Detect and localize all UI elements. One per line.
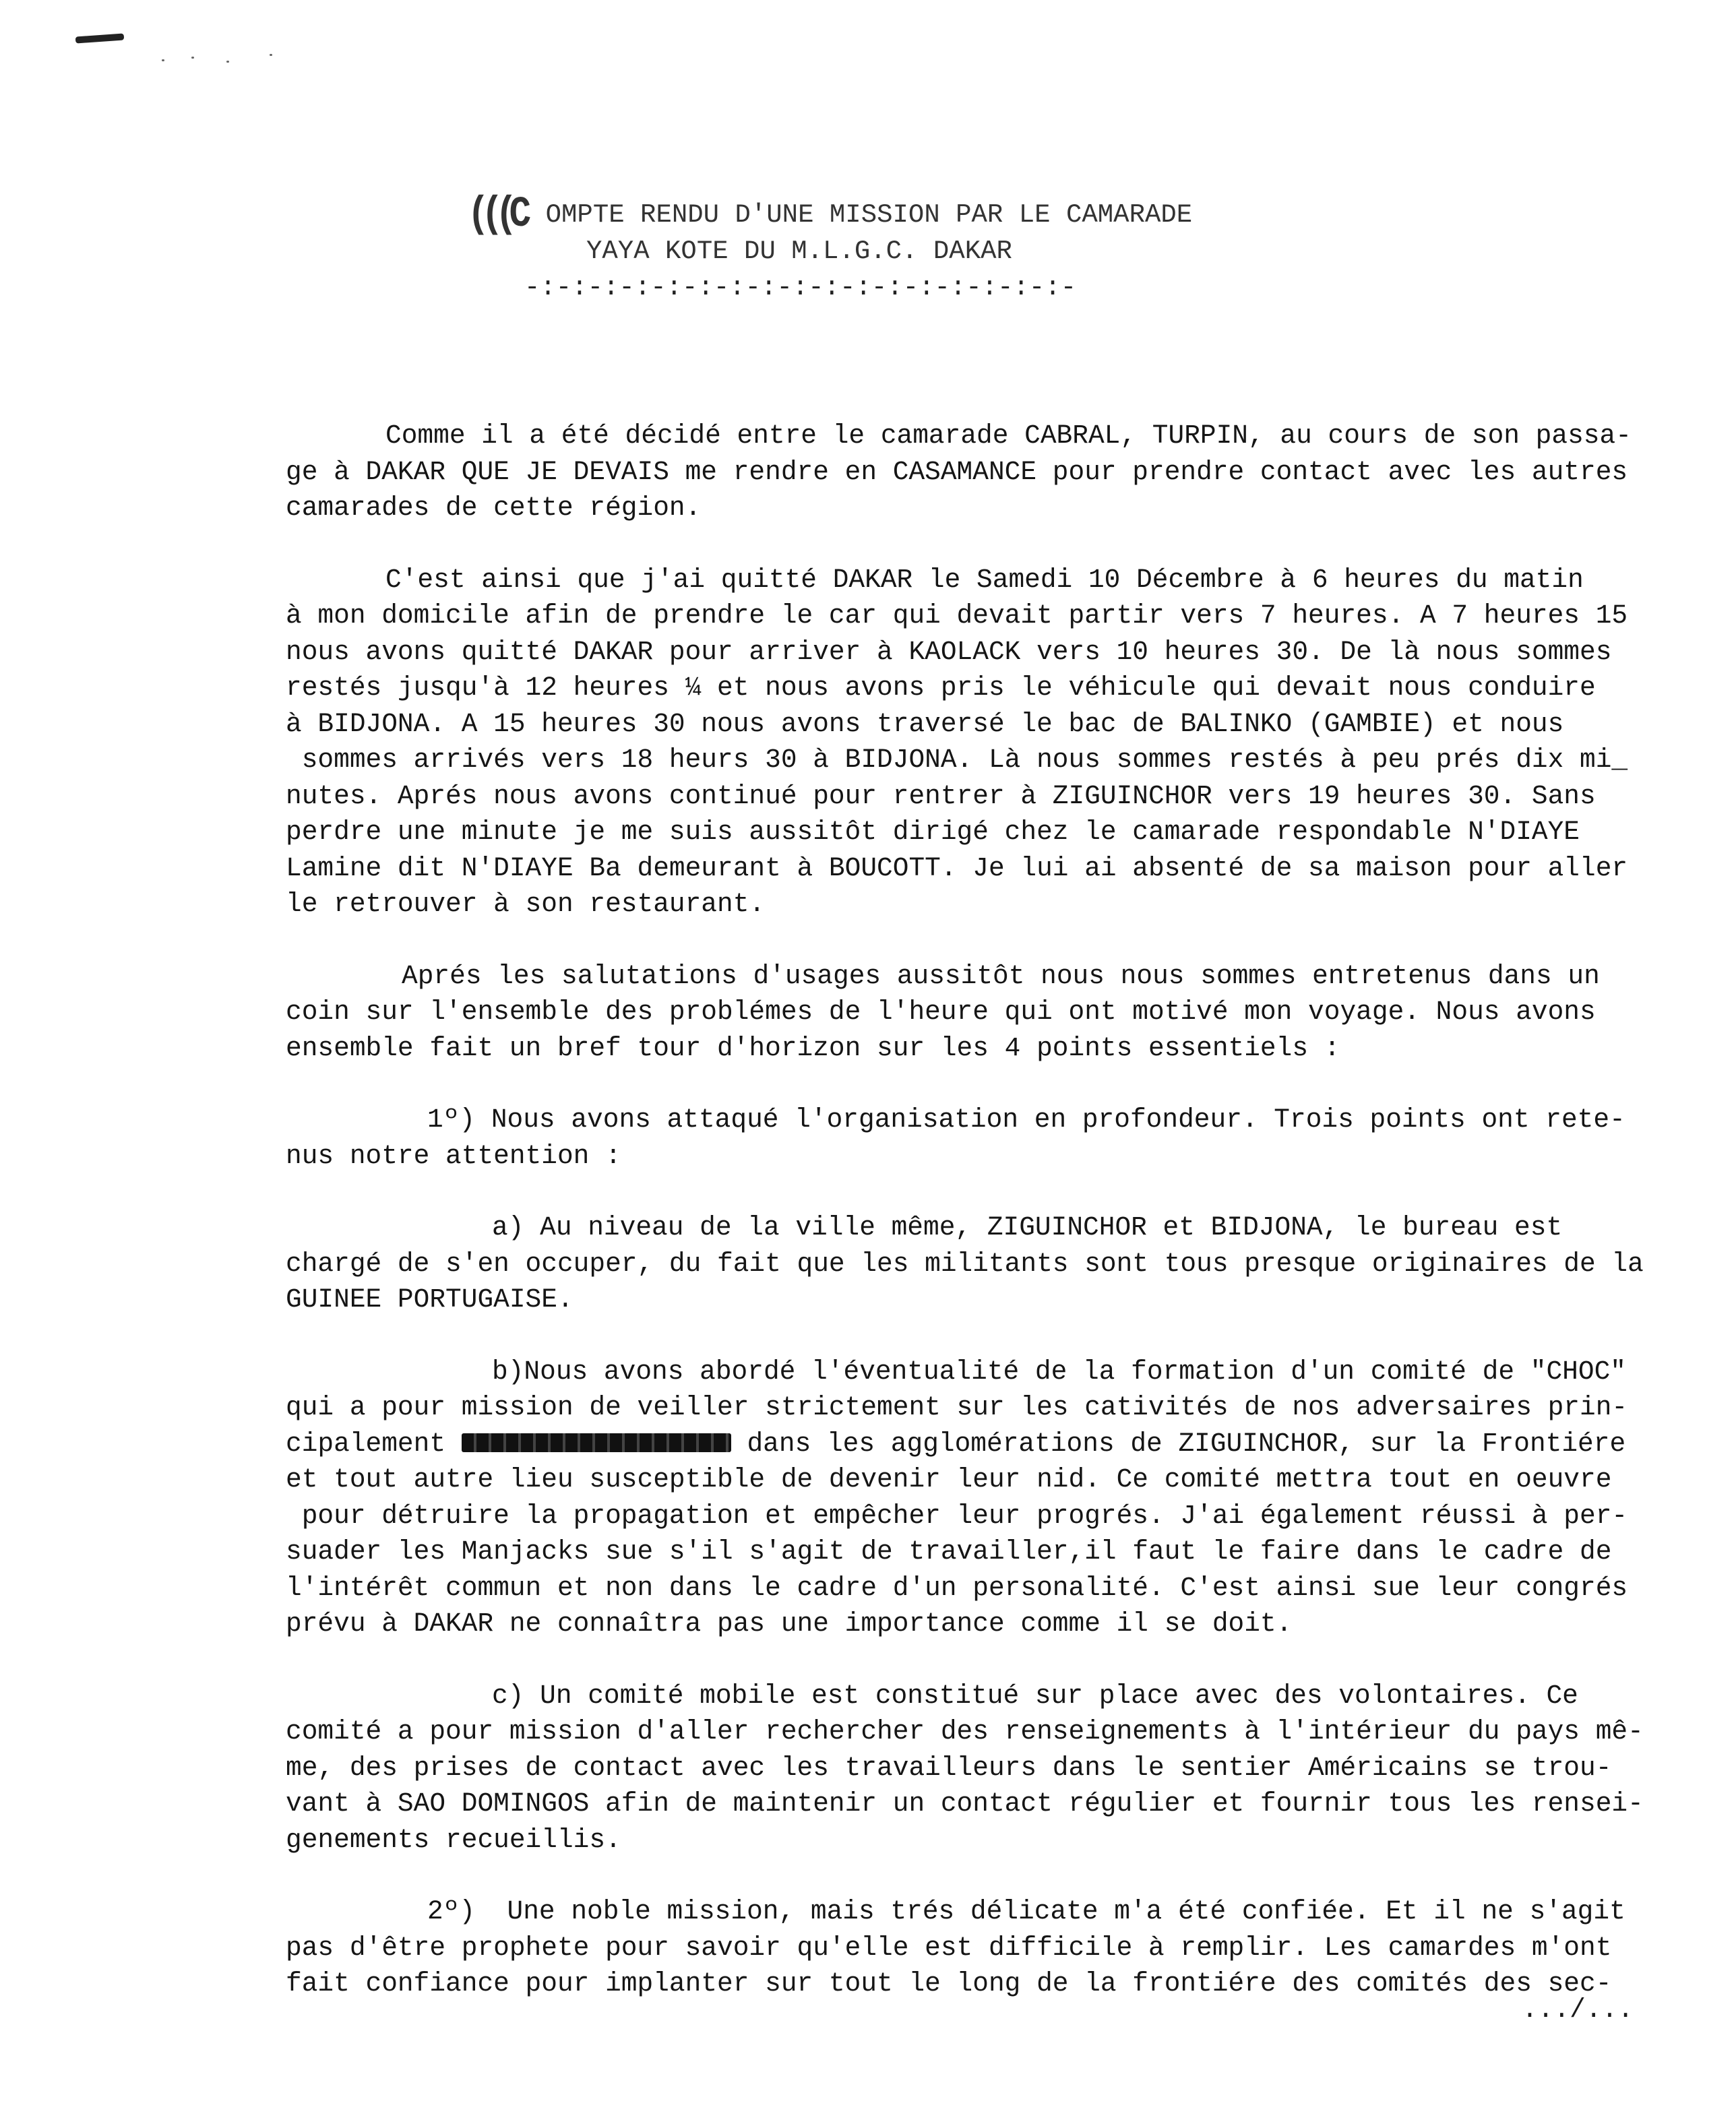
text-line: nous avons quitté DAKAR pour arriver à KAOLACK vers 10 heures 30. De là nous sommes <box>286 636 1612 667</box>
text-line: c) Un comité mobile est constitué sur place avec des volontaires. Ce <box>492 1680 1578 1711</box>
text-line: perdre une minute je me suis aussitôt dirigé chez le camarade respondable N'DIAYE <box>286 817 1580 847</box>
text-line: chargé de s'en occuper, du fait que les militants sont tous presque originaires de la <box>286 1248 1644 1279</box>
text-line: à BIDJONA. A 15 heures 30 nous avons traversé le bac de BALINKO (GAMBIE) et nous <box>286 708 1564 739</box>
paragraph-point-1b <box>286 1354 1654 1642</box>
header-title-line-2: YAYA KOTE DU M.L.G.C. DAKAR <box>586 237 1012 266</box>
text-line: le retrouver à son restaurant. <box>286 889 766 919</box>
continuation-mark: .../... <box>1522 1995 1634 2025</box>
text-line: GUINEE PORTUGAISE. <box>286 1284 574 1315</box>
text-line: comité a pour mission d'aller rechercher des renseignements à l'intérieur du pays mê- <box>286 1716 1644 1747</box>
text-line: suader les Manjacks sue s'il s'agit de travailler,il faut le faire dans le cadre de <box>286 1536 1612 1567</box>
redaction-mark <box>462 1433 731 1452</box>
text-line: pour détruire la propagation et empêcher leur progrés. J'ai également réussi à per- <box>286 1500 1628 1531</box>
header-title-line-1: (((C OMPTE RENDU D'UNE MISSION PAR LE CAMARADE <box>467 191 1193 239</box>
text-line: Lamine dit N'DIAYE Ba demeurant à BOUCOTT. Je lui ai absenté de sa maison pour aller <box>286 852 1628 883</box>
paragraph-1 <box>286 418 1654 526</box>
header-divider: -:-:-:-:-:-:-:-:-:-:-:-:-:-:-:-:-:- <box>524 273 1077 303</box>
text-line: me, des prises de contact avec les travailleurs dans le sentier Américains se trou- <box>286 1752 1612 1783</box>
text-line: ge à DAKAR QUE JE DEVAIS me rendre en CASAMANCE pour prendre contact avec les autres <box>286 456 1628 487</box>
text-line: qui a pour mission de veiller strictement sur les cativités de nos adversaires prin- <box>286 1392 1628 1423</box>
text-line-with-redaction: cipalement dans les agglomérations de ZIGUINCHOR, sur la Frontiére <box>286 1428 1626 1459</box>
text-line: pas d'être prophete pour savoir qu'elle est difficile à remplir. Les camardes m'ont <box>286 1932 1612 1963</box>
text-line: a) Au niveau de la ville même, ZIGUINCHOR et BIDJONA, le bureau est <box>492 1212 1563 1243</box>
paper-specks <box>162 54 297 74</box>
paragraph-point-1 <box>286 1102 1654 1174</box>
text-line: camarades de cette région. <box>286 493 702 523</box>
ink-smudge <box>75 34 125 44</box>
text-line: 2º) Une noble mission, mais trés délicate m'a été confiée. Et il ne s'agit <box>427 1896 1625 1927</box>
paragraph-point-1a <box>286 1210 1654 1318</box>
text-line: nutes. Aprés nous avons continué pour rentrer à ZIGUINCHOR vers 19 heures 30. Sans <box>286 780 1596 811</box>
document-body <box>286 418 1654 2038</box>
text-line: C'est ainsi que j'ai quitté DAKAR le Samedi 10 Décembre à 6 heures du matin <box>385 564 1584 595</box>
text-line: Comme il a été décidé entre le camarade CABRAL, TURPIN, au cours de son passa- <box>385 420 1632 451</box>
paragraph-point-1c <box>286 1678 1654 1858</box>
text-line: restés jusqu'à 12 heures ¼ et nous avons pris le véhicule qui devait nous conduire <box>286 673 1596 703</box>
text-line: coin sur l'ensemble des problémes de l'heure qui ont motivé mon voyage. Nous avons <box>286 997 1596 1027</box>
text-line: nus notre attention : <box>286 1140 621 1171</box>
text-line: 1º) Nous avons attaqué l'organisation en profondeur. Trois points ont rete- <box>427 1104 1625 1135</box>
text-line: vant à SAO DOMINGOS afin de maintenir un contact régulier et fournir tous les rensei- <box>286 1788 1644 1819</box>
text-line: sommes arrivés vers 18 heurs 30 à BIDJONA. Là nous sommes restés à peu prés dix mi_ <box>286 745 1628 775</box>
text-line: l'intérêt commun et non dans le cadre d'un personalité. C'est ainsi sue leur congrés <box>286 1572 1628 1603</box>
text-line: et tout autre lieu susceptible de devenir leur nid. Ce comité mettra tout en oeuvre <box>286 1464 1612 1495</box>
text-line: genements recueillis. <box>286 1824 621 1855</box>
document-header <box>462 191 1271 306</box>
text-line: à mon domicile afin de prendre le car qui devait partir vers 7 heures. A 7 heures 15 <box>286 600 1628 631</box>
paragraph-point-2 <box>286 1894 1654 2002</box>
text-line: b)Nous avons abordé l'éventualité de la formation d'un comité de "CHOC" <box>492 1356 1626 1387</box>
stylized-c-initial: (((C <box>467 191 524 239</box>
paragraph-3 <box>286 958 1654 1067</box>
paragraph-2 <box>286 562 1654 923</box>
text-line: fait confiance pour implanter sur tout le long de la frontiére des comités des sec- <box>286 1968 1612 1999</box>
text-line: Aprés les salutations d'usages aussitôt nous nous sommes entretenus dans un <box>402 960 1600 991</box>
text-line: ensemble fait un bref tour d'horizon sur les 4 points essentiels : <box>286 1032 1340 1063</box>
text-line: prévu à DAKAR ne connaîtra pas une importance comme il se doit. <box>286 1608 1293 1639</box>
